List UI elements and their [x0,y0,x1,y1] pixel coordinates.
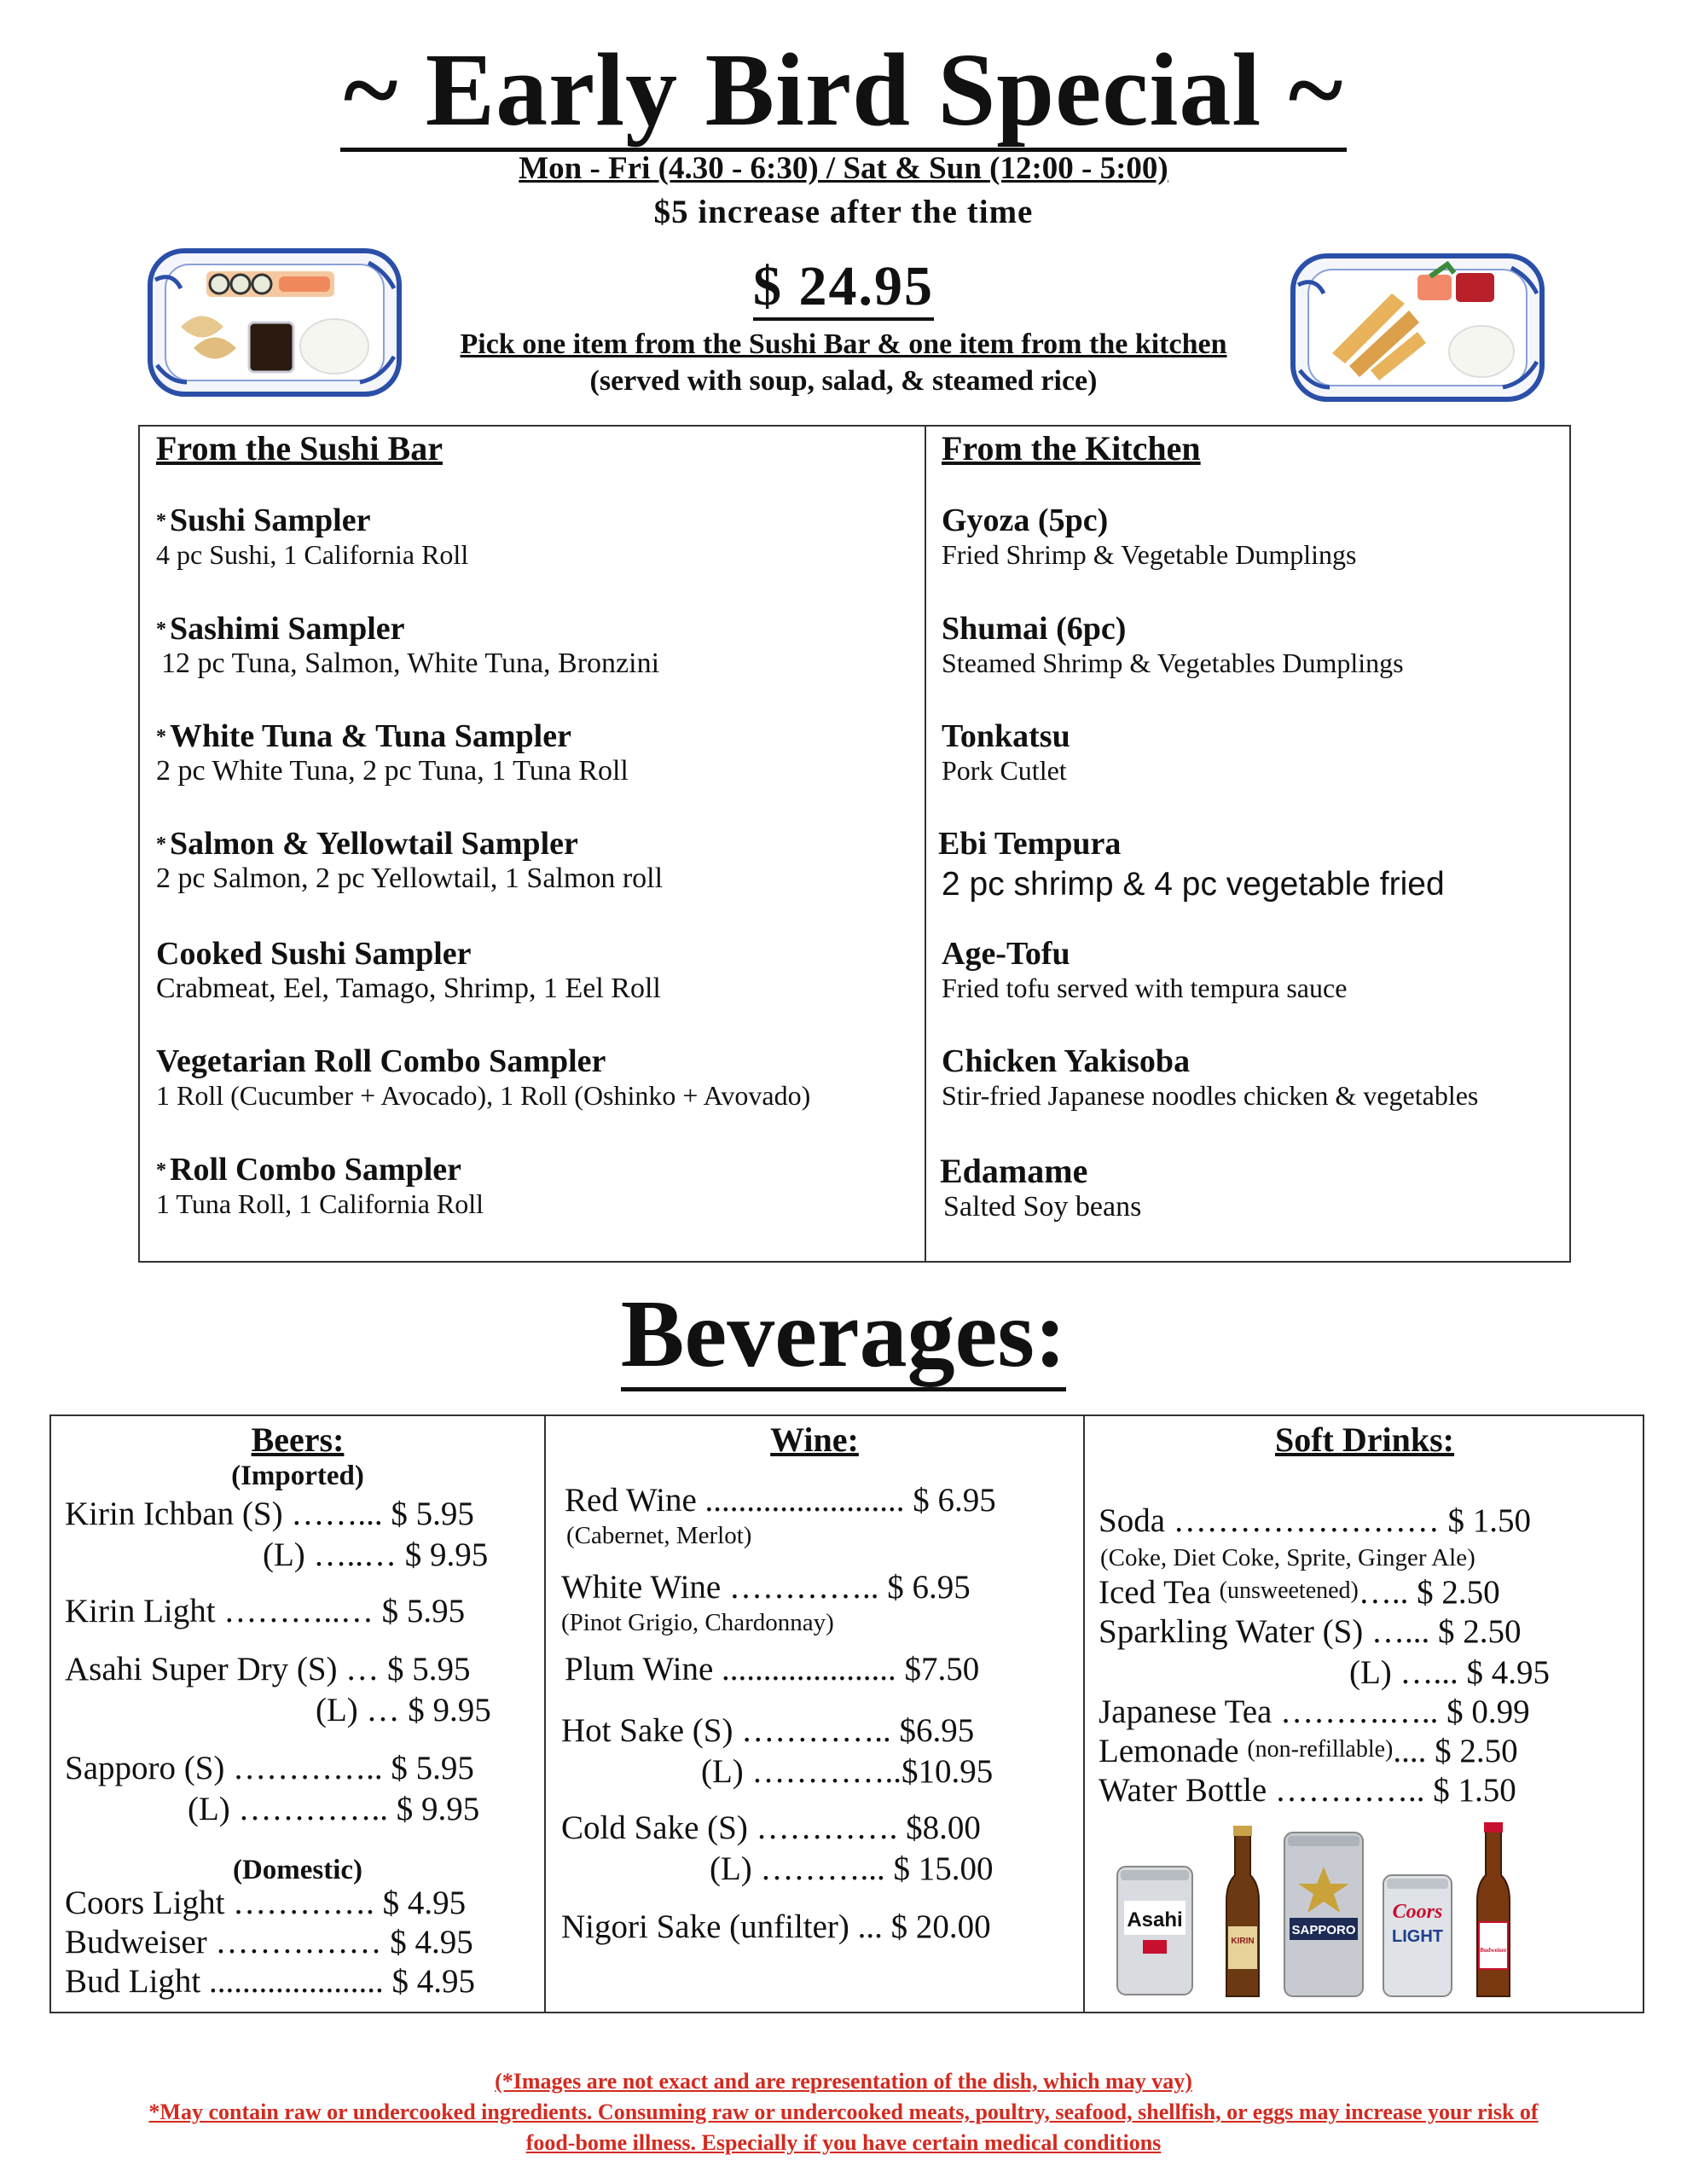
sake-nigori: Nigori Sake (unfilter) ... $ 20.00 [561,1908,991,1945]
menu-item-tonkatsu [942,717,1070,787]
tempura-plate-image [1290,251,1545,404]
item-name: Salmon & Yellowtail Sampler [170,826,578,862]
beer-asahi-small: Asahi Super Dry (S) … $ 5.95 [65,1651,471,1687]
hours-text: Mon - Fri (4.30 - 6:30) / Sat & Sun (12:00 - 5:00) [519,151,1168,186]
item-description: Fried Shrimp & Vegetable Dumplings [942,539,1357,570]
drink-lemonade [1099,1732,1518,1770]
increase-note: $5 increase after the time [653,194,1034,230]
food-menu-box [138,425,1571,1263]
asterisk-marker: * [156,1159,166,1182]
beer-coors-light: Coors Light …………. $ 4.95 [65,1885,467,1921]
sapporo-can-icon [1284,1833,1363,1996]
coors-light-can-icon [1383,1875,1452,1996]
item-description: Pork Cutlet [942,755,1067,786]
beer-asahi-large: (L) … $ 9.95 [316,1692,491,1728]
asterisk-marker: * [156,834,166,856]
page-title: ~ Early Bird Special ~ [0,31,1687,150]
served-with-note: (served with soup, salad, & steamed rice) [589,365,1098,397]
item-name: Cooked Sushi Sampler [156,936,472,972]
item-name: Age-Tofu [942,936,1070,972]
raw-food-warning-continued: food-bome illness. Especially if you have certain medical conditions [525,2130,1162,2155]
item-description: 2 pc shrimp & 4 pc vegetable fried [942,866,1445,903]
item-description: Salted Soy beans [943,1191,1142,1223]
drink-soda-note: (Coke, Diet Coke, Sprite, Ginger Ale) [1100,1544,1475,1571]
beer-bottles-image [1109,1798,1620,2012]
budweiser-bottle-icon [1477,1822,1510,1996]
domestic-label: (Domestic) [232,1855,363,1885]
imported-label: (Imported) [231,1461,364,1491]
item-name: Roll Combo Sampler [170,1152,461,1188]
item-name: Gyoza (5pc) [942,502,1109,538]
menu-item-gyoza [942,502,1356,571]
drink-iced-tea-price: ….. $ 2.50 [1358,1574,1500,1611]
sake-hot-small: Hot Sake (S) ………….. $6.95 [561,1712,975,1749]
column-divider [925,427,926,1261]
item-description: 1 Roll (Cucumber + Avocado), 1 Roll (Oshinko + Avovado) [156,1080,811,1111]
sushi-plate-image [147,246,403,399]
item-name: Edamame [940,1152,1088,1190]
coors-light-label: LIGHT [1392,1927,1443,1946]
drink-iced-tea-note: (unsweetened) [1219,1577,1359,1604]
item-name: Ebi Tempura [938,826,1122,862]
beer-kirin-ichban-large: (L) …..… $ 9.95 [263,1536,489,1573]
sake-cold-large: (L) ………... $ 15.00 [710,1850,994,1887]
asterisk-marker: * [156,619,166,641]
menu-item-sashimi-sampler [156,610,659,680]
item-description: 2 pc Salmon, 2 pc Yellowtail, 1 Salmon roll [156,863,664,894]
drink-iced-tea-label: Iced Tea [1099,1574,1211,1611]
raw-food-warning: *May contain raw or undercooked ingredients. Consuming raw or undercooked meats, poultry, seafood, shellfish, or eggs may increase your risk of [148,2100,1539,2124]
drink-iced-tea [1099,1573,1500,1612]
drink-lemonade-price: .... $ 2.50 [1393,1733,1518,1769]
item-name: Sashimi Sampler [170,611,405,647]
beer-kirin-ichban-small: Kirin Ichban (S) ……... $ 5.95 [65,1496,474,1532]
menu-item-roll-combo-sampler [156,1151,484,1220]
wine-red-note: (Cabernet, Merlot) [566,1522,752,1549]
image-disclaimer: (*Images are not exact and are representation of the dish, which may vay) [495,2069,1192,2094]
menu-item-salmon-yellowtail-sampler [156,825,663,895]
column-divider [544,1416,546,2012]
wine-white-note: (Pinot Grigio, Chardonnay) [561,1609,834,1636]
item-description: Fried tofu served with tempura sauce [942,973,1348,1003]
menu-item-cooked-sushi-sampler [156,935,661,1005]
asahi-can-icon [1117,1867,1192,1995]
item-name: Chicken Yakisoba [942,1043,1191,1079]
menu-item-white-tuna-sampler [156,717,629,787]
drink-lemonade-label: Lemonade [1099,1733,1239,1769]
budweiser-label: Budweiser [1480,1947,1507,1954]
drink-sparkling-water-large: (L) …... $ 4.95 [1349,1654,1551,1691]
item-description: Stir-fried Japanese noodles chicken & vegetables [942,1080,1479,1111]
sushi-bar-heading: From the Sushi Bar [156,429,443,468]
menu-item-shumai [942,610,1404,679]
beer-sapporo-large: (L) ………….. $ 9.95 [188,1791,480,1827]
beer-sapporo-small: Sapporo (S) ………….. $ 5.95 [65,1750,474,1786]
soft-drinks-heading: Soft Drinks: [1274,1420,1455,1459]
item-description: 1 Tuna Roll, 1 California Roll [156,1188,484,1219]
beer-budweiser: Budweiser …………… $ 4.95 [65,1924,473,1960]
coors-label: Coors [1392,1901,1443,1923]
kirin-label: KIRIN [1231,1937,1255,1946]
drink-soda: Soda …………………… $ 1.50 [1099,1502,1531,1539]
item-description: Crabmeat, Eel, Tamago, Shrimp, 1 Eel Roll [156,973,661,1004]
item-description: 2 pc White Tuna, 2 pc Tuna, 1 Tuna Roll [156,755,629,787]
item-description: Steamed Shrimp & Vegetables Dumplings [942,648,1404,678]
beer-kirin-light: Kirin Light ………..… $ 5.95 [65,1593,466,1629]
drink-sparkling-water-small: Sparkling Water (S) …... $ 2.50 [1099,1613,1522,1650]
menu-item-vegetarian-roll-sampler [156,1043,810,1112]
asterisk-marker: * [156,510,166,532]
drink-lemonade-note: (non-refillable) [1247,1736,1394,1763]
sake-cold-small: Cold Sake (S) …………. $8.00 [561,1809,981,1846]
beverages-title: Beverages: [0,1280,1687,1390]
drink-water-bottle: Water Bottle ………….. $ 1.50 [1099,1772,1516,1809]
beer-bud-light: Bud Light ..................... $ 4.95 [65,1963,476,2000]
kirin-bottle-icon [1226,1826,1259,1996]
asterisk-marker: * [156,726,166,748]
item-name: Shumai (6pc) [942,611,1127,647]
menu-item-edamame [940,1151,1141,1223]
menu-item-chicken-yakisoba [942,1043,1478,1112]
asahi-label: Asahi [1127,1908,1183,1931]
sake-hot-large: (L) …………..$10.95 [701,1753,994,1790]
item-description: 4 pc Sushi, 1 California Roll [156,539,469,570]
menu-item-age-tofu [942,935,1347,1004]
item-name: Sushi Sampler [170,502,371,538]
wine-red: Red Wine ........................ $ 6.95 [565,1482,996,1519]
item-name: White Tuna & Tuna Sampler [170,718,571,754]
special-price: $ 24.95 [0,254,1687,319]
drink-japanese-tea: Japanese Tea ……….….. $ 0.99 [1099,1693,1530,1730]
pick-instruction: Pick one item from the Sushi Bar & one item from the kitchen [460,328,1227,360]
wine-heading: Wine: [770,1420,859,1459]
item-name: Tonkatsu [942,718,1070,754]
item-name: Vegetarian Roll Combo Sampler [156,1043,606,1079]
sapporo-label: SAPPORO [1291,1923,1356,1937]
kitchen-heading: From the Kitchen [942,429,1201,468]
menu-item-sushi-sampler [156,502,468,571]
wine-white: White Wine ………….. $ 6.95 [561,1569,971,1606]
item-description: 12 pc Tuna, Salmon, White Tuna, Bronzini [161,648,660,679]
menu-item-ebi-tempura [938,825,1445,903]
column-divider [1083,1416,1085,2012]
beers-heading: Beers: [251,1420,345,1459]
wine-plum: Plum Wine ..................... $7.50 [565,1651,980,1687]
